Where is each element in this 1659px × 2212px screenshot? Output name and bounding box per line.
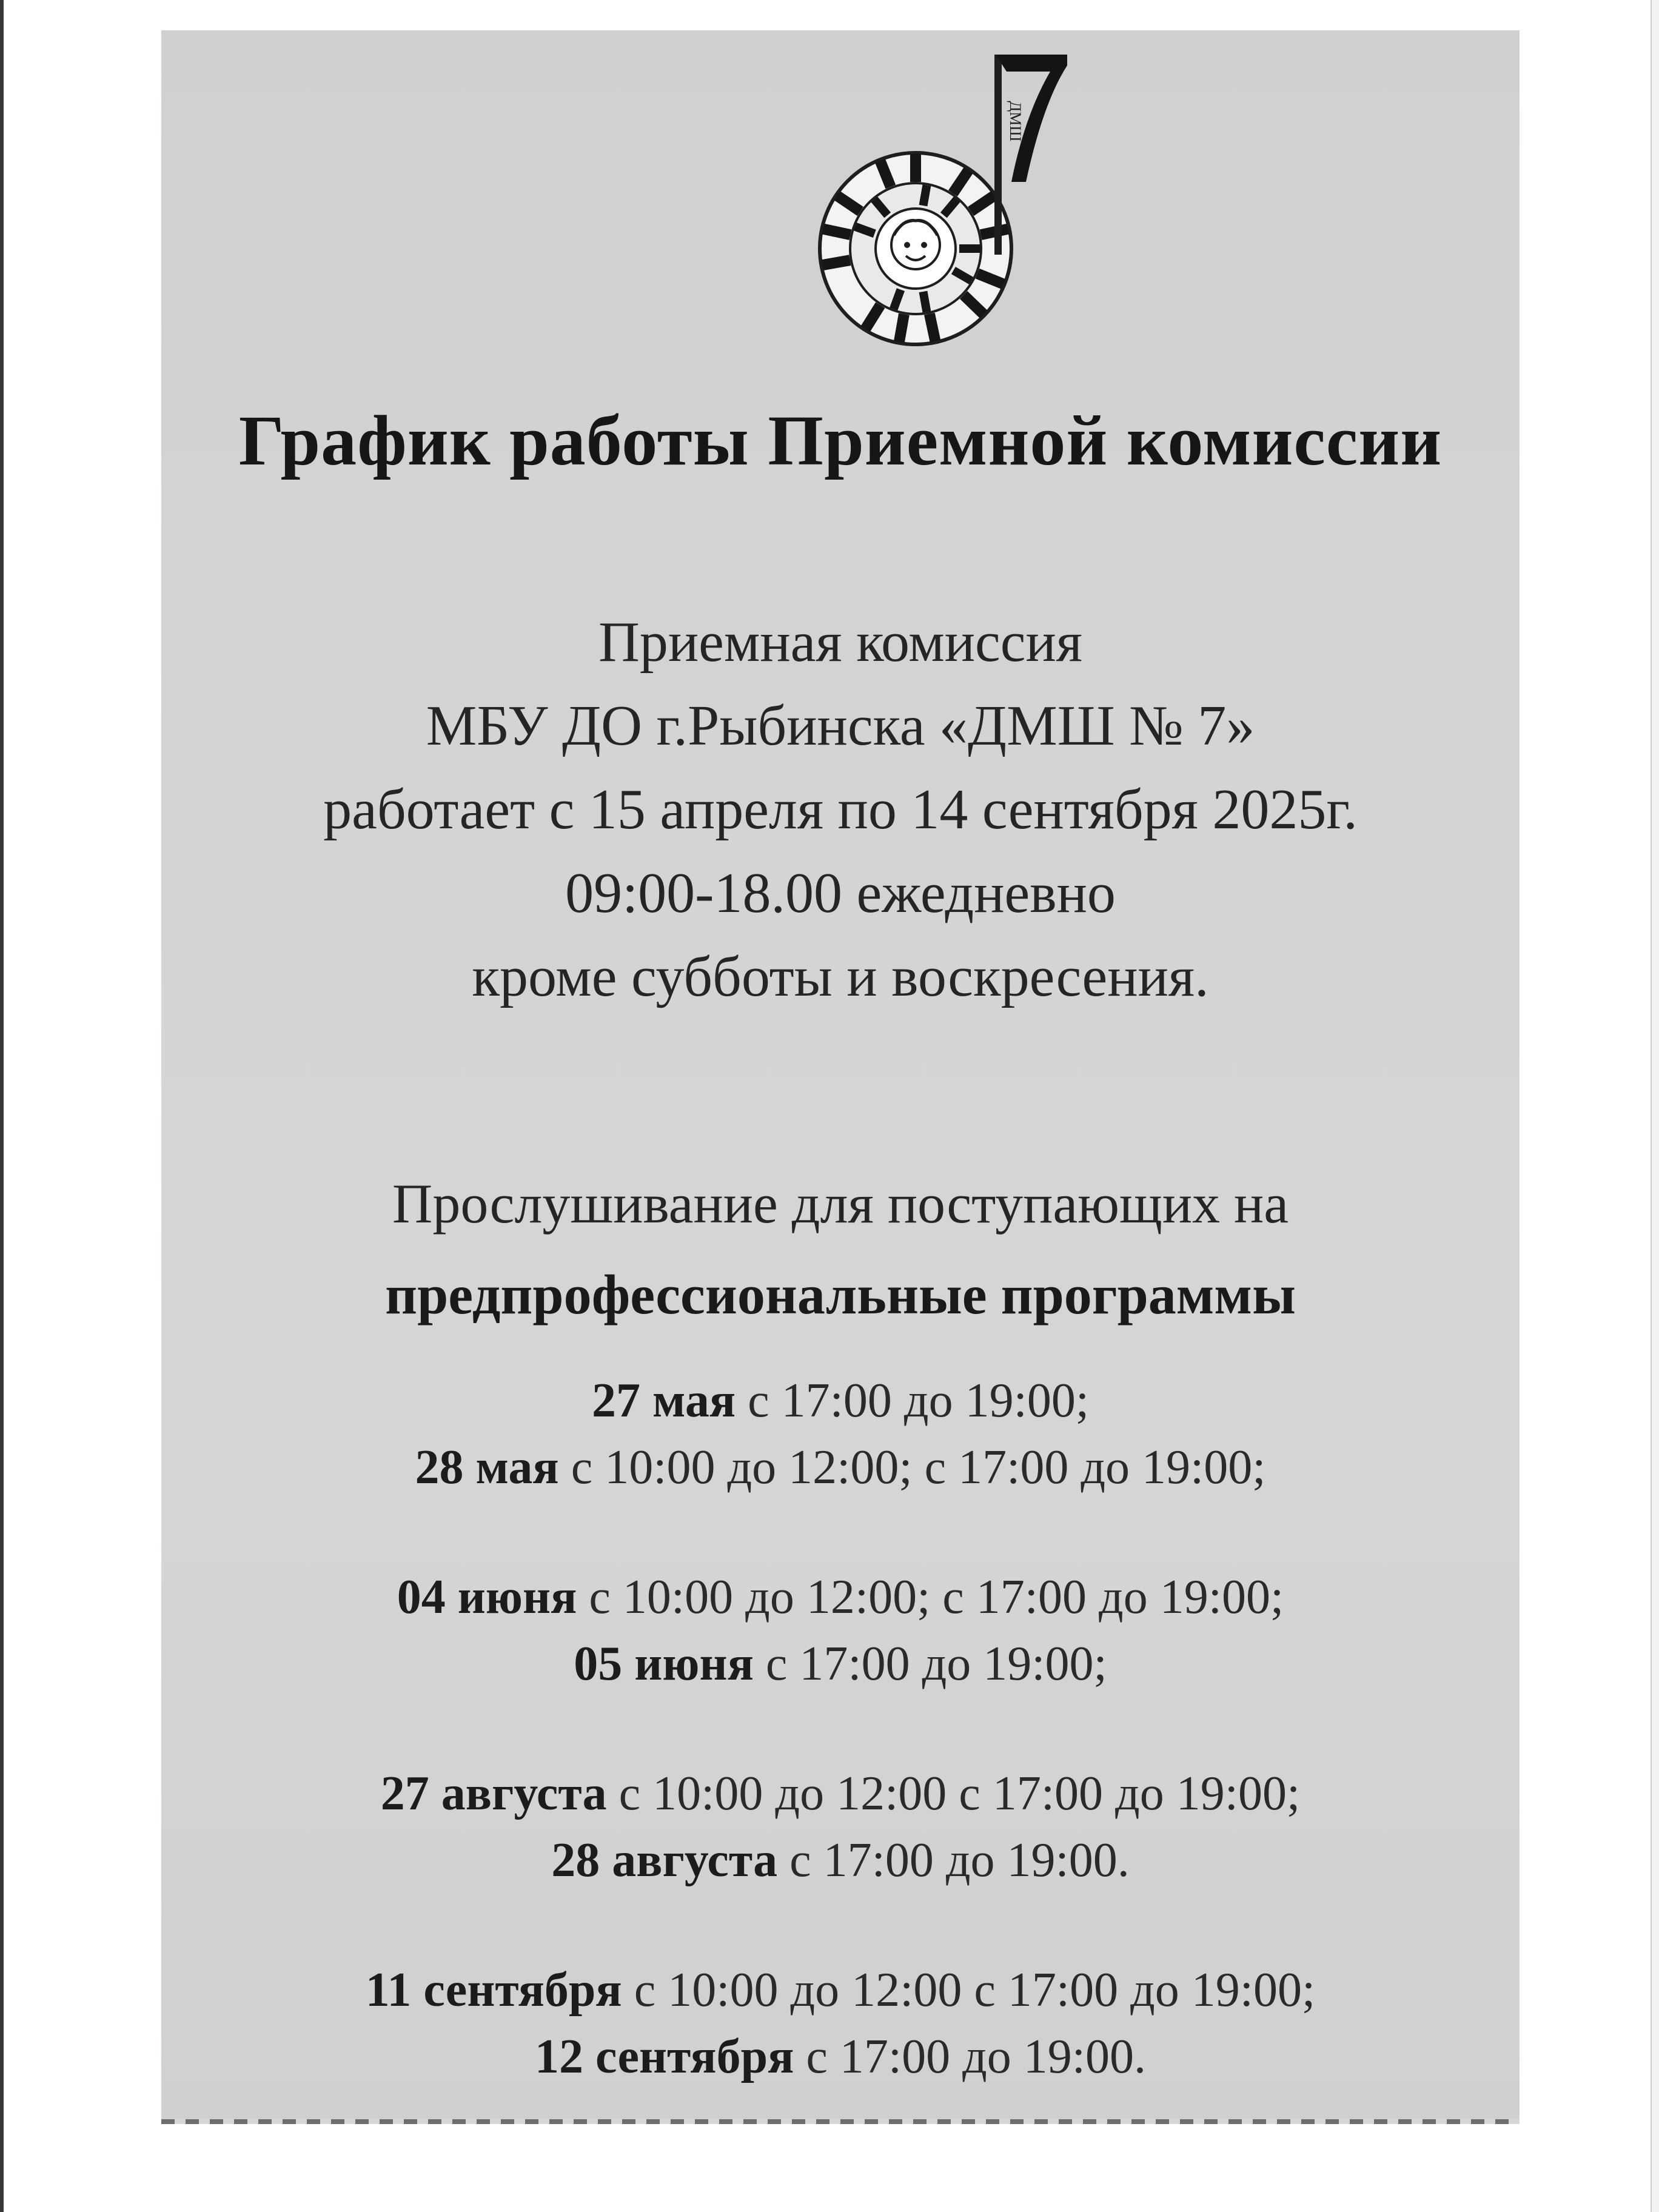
- schedule-row: [161, 1957, 1520, 2023]
- schedule-date: 12 сентября: [534, 2030, 794, 2083]
- audition-heading: [161, 1158, 1520, 1340]
- hours-line: работает с 15 апреля по 14 сентября 2025г.: [323, 778, 1358, 841]
- notice-sheet: [161, 30, 1520, 2119]
- schedule-date: 28 мая: [415, 1441, 559, 1494]
- logo-label: ДМШ: [1007, 101, 1024, 142]
- schedule-date: 27 августа: [380, 1767, 607, 1820]
- schedule-time: с 10:00 до 12:00; с 17:00 до 19:00;: [558, 1441, 1266, 1494]
- schedule-group-august: [161, 1760, 1520, 1894]
- schedule-time: с 17:00 до 19:00.: [794, 2030, 1147, 2083]
- schedule-time: с 17:00 до 19:00.: [777, 1834, 1130, 1887]
- sheet-bottom-edge: [161, 2119, 1520, 2124]
- schedule-date: 04 июня: [397, 1570, 577, 1624]
- schedule-date: 05 июня: [574, 1637, 754, 1691]
- schedule-time: с 17:00 до 19:00;: [736, 1374, 1090, 1427]
- hours-line: Приемная комиссия: [598, 611, 1083, 674]
- schedule-time: с 10:00 до 12:00; с 17:00 до 19:00;: [577, 1570, 1284, 1624]
- schedule-time: с 10:00 до 12:00 с 17:00 до 19:00;: [606, 1767, 1301, 1820]
- schedule-time: с 17:00 до 19:00;: [753, 1637, 1107, 1691]
- schedule-row: [161, 1367, 1520, 1434]
- page-title: График работы Приемной комиссии: [238, 401, 1443, 480]
- photo-background-left-edge: [0, 0, 4, 2212]
- schedule-date: 28 августа: [551, 1834, 778, 1887]
- schedule-row: [161, 1434, 1520, 1501]
- schedule-row: [161, 1760, 1520, 1827]
- schedule-row: [161, 1564, 1520, 1631]
- hours-line: 09:00-18.00 ежедневно: [565, 862, 1116, 925]
- schedule-group-june: [161, 1564, 1520, 1697]
- audition-line: Прослушивание для поступающих на: [392, 1173, 1289, 1235]
- schedule-row: [161, 2023, 1520, 2090]
- schedule-date: 11 сентября: [365, 1963, 622, 2017]
- schedule-time: с 10:00 до 12:00 с 17:00 до 19:00;: [622, 1963, 1316, 2017]
- working-hours-block: [161, 600, 1520, 1019]
- photo-background-right-edge: [1651, 0, 1659, 2212]
- hours-line: кроме субботы и воскресения.: [472, 945, 1209, 1008]
- audition-schedule: [161, 1367, 1520, 2119]
- schedule-group-may: [161, 1367, 1520, 1501]
- schedule-row: [161, 1631, 1520, 1697]
- hours-line: МБУ ДО г.Рыбинска «ДМШ № 7»: [426, 694, 1255, 757]
- audition-program-line: предпрофессиональные программы: [385, 1264, 1296, 1326]
- school-logo-icon: [806, 30, 1073, 370]
- schedule-date: 27 мая: [591, 1374, 736, 1427]
- schedule-group-september: [161, 1957, 1520, 2090]
- schedule-row: [161, 1827, 1520, 1894]
